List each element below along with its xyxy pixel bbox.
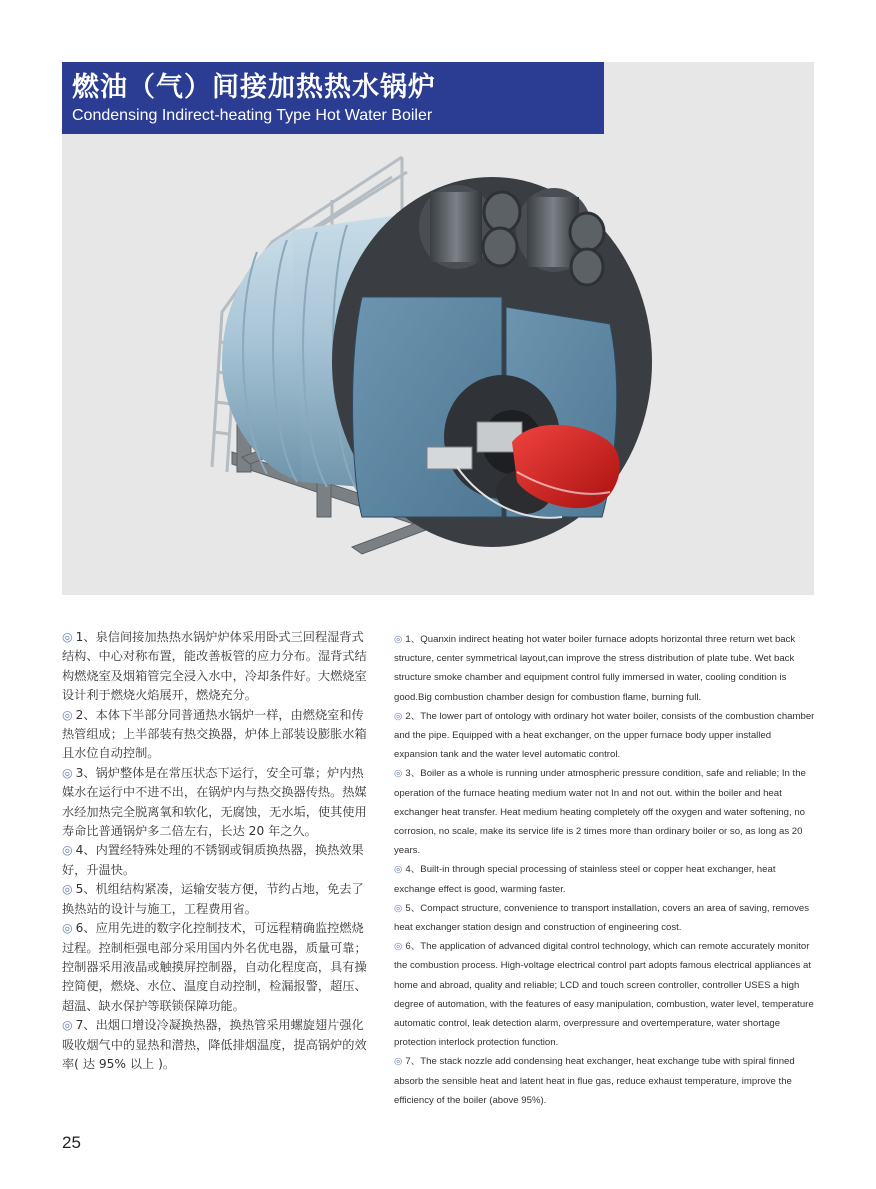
en-feature-3: ◎ 3、Boiler as a whole is running under atmospheric pressure condition, safe and reliable; In the operation of the furnace heating medium water not In and not out. within the boiler and heat exchanger heat transfer. Heat medium heating completely off the oxygen and water softening, no corrosion, no scale, make its service life is 2 times more than ordinary boiler or so, as long as 20 years.: [394, 768, 806, 857]
bullet-icon: ◎: [62, 765, 73, 780]
page-title-cn: 燃油（气）间接加热热水锅炉: [72, 72, 436, 103]
product-photo-panel: [62, 62, 814, 595]
bullet-icon: ◎: [394, 768, 403, 780]
en-feature-7: ◎ 7、The stack nozzle add condensing heat exchanger, heat exchange tube with spiral finned absorb the sensible heat and latent heat in flue gas, reduce exhaust temperature, improve the efficiency of the boiler (above 95%).: [394, 1056, 795, 1106]
en-feature-2: ◎ 2、The lower part of ontology with ordinary hot water boiler, consists of the combustion chamber and the pipe. Equipped with a heat exchanger, on the upper furnace body upper installed expansion tank and the water level automatic control.: [394, 710, 815, 761]
bullet-icon: ◎: [62, 882, 73, 897]
bullet-icon: ◎: [394, 902, 403, 914]
cn-feature-4: ◎ 4、内置经特殊处理的不锈钢或铜质换热器，换热效果好，升温快。: [62, 843, 364, 877]
bullet-icon: ◎: [62, 707, 73, 722]
cn-feature-2: ◎ 2、本体下半部分同普通热水锅炉一样，由燃烧室和传热管组成；上半部装有热交换器，炉体上部装设膨胀水箱且水位自动控制。: [62, 707, 367, 761]
bullet-icon: ◎: [394, 710, 403, 722]
bullet-icon: ◎: [394, 941, 403, 953]
cn-feature-6: ◎ 6、应用先进的数字化控制技术，可远程精确监控燃烧过程。控制柜强电部分采用国内外名优电器，质量可靠；控制器采用液晶或触摸屏控制器，自动化程度高，具有操控简便，燃烧、水位、温度自动控制，检漏报警，超压、超温、缺水保护等联锁保障功能。: [62, 921, 367, 1013]
cn-feature-5: ◎ 5、机组结构紧凑，运输安装方便，节约占地，免去了换热站的设计与施工，工程费用省。: [62, 882, 364, 916]
bullet-icon: ◎: [62, 921, 73, 936]
en-feature-6: ◎ 6、The application of advanced digital control technology, which can remote accurately monitor the combustion process. High-voltage electrical control part adopts famous electrical appliances at home and abroad, quality and reliable; LCD and touch screen controller, controller USES a high degree of automation, with the features of easy manipulation, combustion, water level, temperature automatic control, leak detection alarm, overpressure and overtemperature, water shortage protection interlock protection function.: [394, 941, 814, 1049]
cn-feature-1: ◎ 1、泉信间接加热热水锅炉炉体采用卧式三回程湿背式结构、中心对称布置，能改善板管的应力分布。湿背式结构燃烧室及烟箱管完全浸入水中，冷却条件好。大燃烧室设计利于燃烧火焰展开，燃烧充分。: [62, 630, 367, 703]
features-en-column: [394, 630, 816, 1110]
page-title-en: Condensing Indirect-heating Type Hot Water Boiler: [72, 107, 433, 124]
bullet-icon: ◎: [394, 1056, 403, 1068]
features-cn-column: [62, 628, 372, 1074]
bullet-icon: ◎: [62, 1018, 73, 1033]
cn-feature-7: ◎ 7、出烟口增设冷凝换热器，换热管采用螺旋翅片强化吸收烟气中的显热和潜热，降低排烟温度，提高锅炉的效率( 达 95% 以上 )。: [62, 1018, 367, 1071]
title-banner: [62, 62, 604, 134]
en-feature-4: ◎ 4、Built-in through special processing of stainless steel or copper heat exchanger, heat exchange effect is good, warming faster.: [394, 864, 776, 895]
bullet-icon: ◎: [394, 634, 403, 645]
bullet-icon: ◎: [62, 843, 73, 858]
cn-feature-3: ◎ 3、锅炉整体是在常压状态下运行，安全可靠；炉内热媒水在运行中不进不出，在锅炉内与热交换器传热。热媒水经加热完全脱离氧和软化，无腐蚀，无水垢，使其使用寿命比普通锅炉多二倍左右，长达 20 年之久。: [62, 765, 367, 839]
boiler-photo: [62, 62, 814, 595]
bullet-icon: ◎: [62, 630, 73, 644]
bullet-icon: ◎: [394, 864, 403, 876]
en-feature-5: ◎ 5、Compact structure, convenience to transport installation, covers an area of saving, removes heat exchanger station design and construction of engineering cost.: [394, 902, 810, 934]
en-feature-1: ◎ 1、Quanxin indirect heating hot water boiler furnace adopts horizontal three return wet back structure, center symmetrical layout,can improve the stress distribution of plate tube. Wet back structure smoke chamber and equipment control fully immersed in water, cooling condition is good.Big combustion chamber design for combustion flame, burning full.: [394, 634, 796, 703]
page-number: 25: [62, 1133, 81, 1152]
